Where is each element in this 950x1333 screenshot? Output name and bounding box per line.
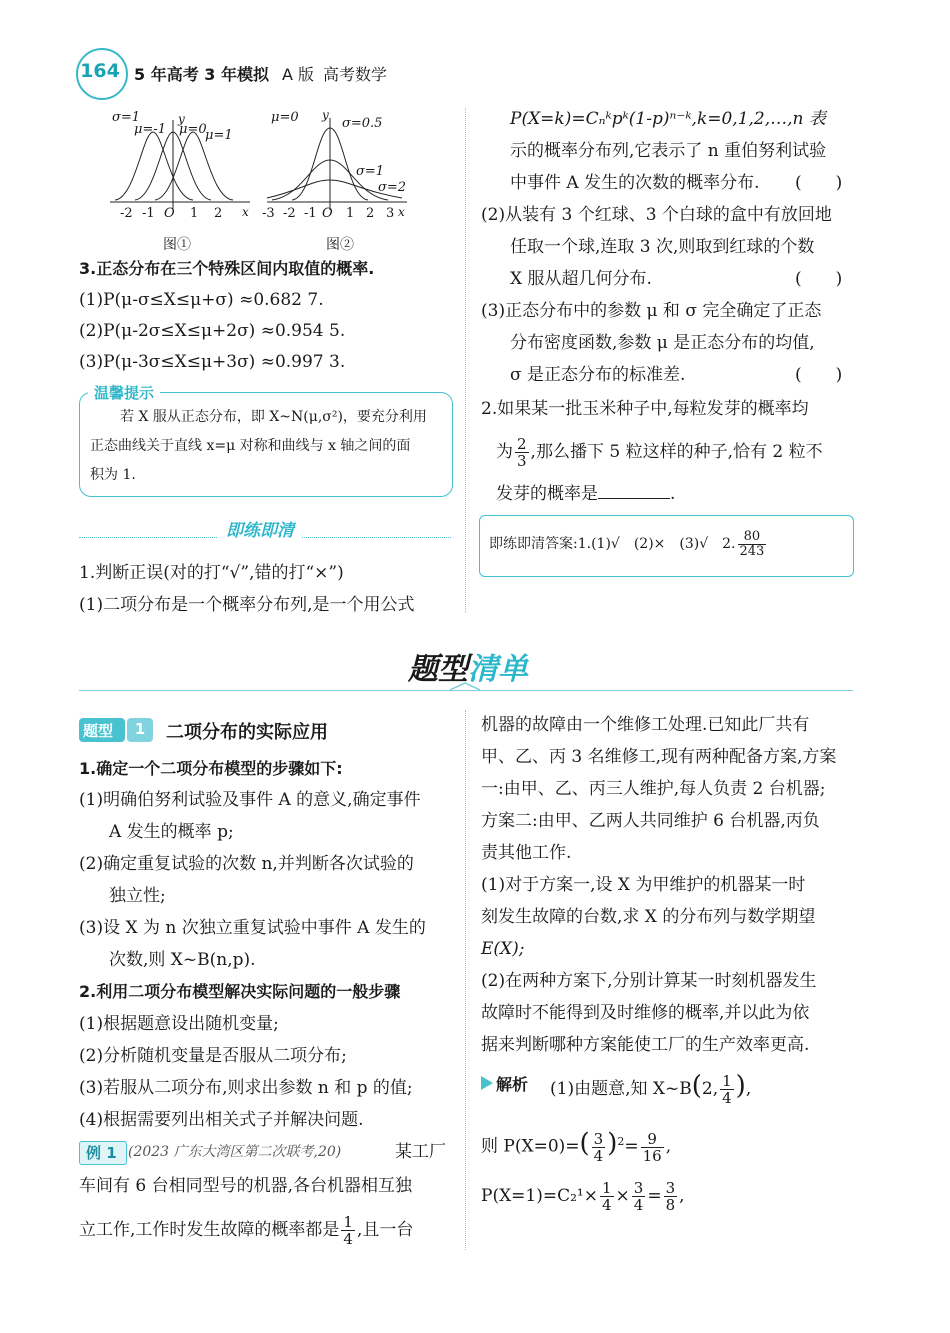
type-title: 二项分布的实际应用 [166, 722, 328, 743]
paren-right: ) [735, 1071, 746, 1101]
frac-den: 16 [642, 1146, 662, 1165]
rt-line: 任取一个球,连取 3 次,则取到红球的个数 [510, 237, 815, 257]
rt-line: 中事件 A 发生的次数的概率分布. [510, 173, 760, 193]
tip-line: 积为 1. [90, 467, 136, 483]
answer-label: 即练即清答案:1.(1)√ (2)× (3)√ 2. [489, 536, 736, 552]
fraction-two-thirds [515, 436, 529, 469]
practice-title: 即练即清 [218, 516, 302, 541]
step: A 发生的概率 p; [109, 822, 234, 842]
fig2-sigma-c: σ=2 [378, 180, 407, 195]
rt-line: P(X=k)=Cₙᵏpᵏ(1-p)ⁿ⁻ᵏ,k=0,1,2,…,n 表 [510, 109, 826, 129]
book-title: 5 年高考 3 年模拟 [134, 65, 269, 84]
step: (3)若服从二项分布,则求出参数 n 和 p 的值; [79, 1078, 413, 1098]
sol3-eq: = [647, 1186, 662, 1206]
fig1-mu-c: μ=1 [205, 128, 233, 143]
curve-mu-minus1 [115, 132, 193, 200]
fig1-y: y [178, 112, 185, 126]
rt-q2-line [496, 432, 823, 472]
fig2-sigma-b: σ=1 [356, 164, 385, 179]
solution-line-3 [481, 1174, 685, 1218]
lr-line: 责其他工作. [481, 843, 572, 863]
solution-line-2 [481, 1120, 671, 1169]
lr-line: 方案二:由甲、乙两人共同维护 6 台机器,丙负 [481, 811, 820, 831]
sol3-frac-a [600, 1180, 614, 1213]
heading1: 1.确定一个二项分布模型的步骤如下: [79, 759, 343, 778]
frac-num: 1 [343, 1213, 353, 1231]
answer-line [489, 528, 768, 560]
sol1-fraction [720, 1073, 734, 1106]
normal-interval-heading: 3.正态分布在三个特殊区间内取值的概率. [79, 259, 375, 278]
paren: ( ) [795, 269, 843, 289]
sol3-frac-b [632, 1180, 646, 1213]
subject: 高考数学 [323, 65, 388, 84]
fig1-tick: O [164, 206, 175, 221]
rt-q2-rest: ,那么播下 5 粒这样的种子,恰有 2 粒不 [530, 442, 823, 462]
rt-line: (2)从装有 3 个红球、3 个白球的盒中有放回地 [481, 205, 832, 225]
sol3-comma: , [679, 1186, 685, 1206]
fig2-sigma-a: σ=0.5 [342, 116, 383, 131]
section-title-part2: 清单 [468, 652, 528, 687]
fig2-tick: -3 [262, 206, 275, 221]
sol2-result [641, 1131, 664, 1164]
heading2: 2.利用二项分布模型解决实际问题的一般步骤 [79, 982, 401, 1001]
rt-line: 示的概率分布列,它表示了 n 重伯努利试验 [510, 141, 827, 161]
lr-line: 一:由甲、乙、丙三人维护,每人负责 2 台机器; [481, 779, 826, 799]
section-title [408, 644, 528, 688]
example-line: 车间有 6 台相同型号的机器,各台机器相互独 [79, 1176, 413, 1196]
sol1-n: 2, [701, 1079, 719, 1099]
frac-num: 1 [602, 1179, 612, 1197]
step: (1)根据题意设出随机变量; [79, 1014, 279, 1034]
fig2-tick: -1 [304, 206, 317, 221]
frac-den: 8 [665, 1196, 676, 1214]
fig2-x: x [398, 205, 405, 219]
rt-line: 2.如果某一批玉米种子中,每粒发芽的概率均 [481, 399, 809, 419]
rt-q2-blank-line [496, 482, 675, 506]
frac-num: 9 [641, 1131, 664, 1148]
frac-num: 3 [665, 1179, 676, 1197]
paren: ( ) [795, 365, 843, 385]
answer-den: 243 [739, 543, 765, 559]
fig1-label: 图① [163, 237, 191, 253]
column-divider-top [465, 108, 466, 613]
lr-line: 刻发生故障的台数,求 X 的分布列与数学期望 [481, 907, 816, 927]
frac-den: 4 [633, 1196, 644, 1214]
lr-line: 据来判断哪种方案能使工厂的生产效率更高. [481, 1035, 810, 1055]
page-number: 164 [80, 60, 120, 82]
frac-den: 3 [517, 452, 527, 470]
tip-line: 若 X 服从正态分布，即 X~N(μ,σ²)，要充分利用 [120, 409, 427, 425]
sol3-result [664, 1180, 678, 1213]
sol2-prefix: 则 P(X=0)= [481, 1136, 580, 1157]
rt-line: 分布密度函数,参数 μ 是正态分布的均值, [510, 333, 815, 353]
lr-line: (2)在两种方案下,分别计算某一时刻机器发生 [481, 971, 817, 991]
fig2-y: y [322, 108, 329, 122]
fig1-tick: 2 [214, 206, 223, 221]
rt-q2-end: . [670, 484, 676, 504]
fig2-label: 图② [326, 237, 354, 253]
fig1-tick: -2 [120, 206, 133, 221]
type-tag-num: 1 [134, 720, 146, 738]
tip-title: 温馨提示 [88, 382, 160, 403]
practice-line: 1.判断正误(对的打“√”,错的打“×”) [79, 563, 344, 583]
solution-line-1 [550, 1066, 751, 1109]
fig2-tick: -2 [283, 206, 296, 221]
answer-fraction [738, 530, 767, 559]
sol2-comma: , [665, 1136, 672, 1157]
rt-q2-prefix: 为 [496, 442, 513, 462]
fig1-tick: -1 [142, 206, 155, 221]
rt-q2-text: 发芽的概率是 [496, 484, 598, 504]
step: (2)分析随机变量是否服从二项分布; [79, 1046, 347, 1066]
frac-den: 4 [722, 1089, 732, 1107]
fig2-tick: 1 [346, 206, 355, 221]
sol2-fraction [592, 1131, 606, 1164]
paren-left: ( [579, 1128, 590, 1159]
fraction-one-quarter [341, 1214, 355, 1247]
sol3-times: × [615, 1186, 630, 1206]
fig2-tick: 2 [366, 206, 375, 221]
example-source: (2023 广东大湾区第二次联考,20) [128, 1144, 342, 1160]
frac-num: 3 [633, 1179, 644, 1197]
rt-line: σ 是正态分布的标准差. [510, 365, 686, 385]
solution-label: 解析 [496, 1075, 529, 1094]
example-line-frac [79, 1208, 413, 1252]
frac-num: 3 [593, 1129, 604, 1148]
fig1-mu-a: μ=-1 [134, 122, 167, 137]
rt-line: (3)正态分布中的参数 μ 和 σ 完全确定了正态 [481, 301, 822, 321]
example-line: 立工作,工作时发生故障的概率都是 [79, 1220, 340, 1240]
fig1-x: x [242, 205, 249, 219]
paren-right: ) [607, 1128, 618, 1159]
fig2-tick: 3 [386, 206, 395, 221]
step: 次数,则 X~B(n,p). [109, 950, 256, 970]
example-tag-label: 例 1 [86, 1144, 117, 1162]
edition: A 版 [282, 65, 315, 84]
type-tag-label: 题型 [83, 722, 114, 740]
interval-item: (1)P(μ-σ≤X≤μ+σ) ≈0.682 7. [79, 290, 324, 310]
fig1-tick: 1 [190, 206, 199, 221]
paren: ( ) [795, 173, 843, 193]
interval-item: (2)P(μ-2σ≤X≤μ+2σ) ≈0.954 5. [79, 321, 346, 341]
frac-den: 4 [602, 1196, 612, 1214]
practice-line: (1)二项分布是一个概率分布列,是一个用公式 [79, 595, 415, 615]
interval-item: (3)P(μ-3σ≤X≤μ+3σ) ≈0.997 3. [79, 352, 346, 372]
lr-line: (1)对于方案一,设 X 为甲维护的机器某一时 [481, 875, 806, 895]
lr-line: E(X); [481, 939, 525, 959]
step: 独立性; [109, 886, 166, 906]
section-title-part1: 题型 [408, 652, 468, 687]
sol3-prefix: P(X=1)=C₂¹× [481, 1186, 598, 1206]
step: (4)根据需要列出相关式子并解决问题. [79, 1110, 364, 1130]
answer-num: 80 [738, 530, 767, 545]
lr-line: 故障时不能得到及时维修的概率,并以此为依 [481, 1003, 810, 1023]
frac-num: 1 [722, 1072, 732, 1090]
answer-blank[interactable] [598, 482, 670, 499]
step: (3)设 X 为 n 次独立重复试验中事件 A 发生的 [79, 918, 426, 938]
sol2-exp: 2 [617, 1135, 625, 1148]
fig2-mu: μ=0 [271, 110, 299, 125]
paren-left: ( [691, 1071, 702, 1101]
frac-den: 4 [593, 1146, 604, 1165]
rt-line: X 服从超几何分布. [510, 269, 652, 289]
example-line: 某工厂 [395, 1142, 446, 1162]
sol2-eq: = [624, 1136, 639, 1157]
sol1-comma: , [745, 1079, 752, 1099]
sol1-text: (1)由题意,知 X~B [550, 1079, 692, 1099]
lr-line: 机器的故障由一个维修工处理.已知此厂共有 [481, 715, 810, 735]
column-divider-bottom [465, 710, 466, 1250]
example-line: ,且一台 [356, 1220, 414, 1240]
lr-line: 甲、乙、丙 3 名维修工,现有两种配备方案,方案 [481, 747, 837, 767]
fig1-sigma: σ=1 [112, 110, 141, 125]
step: (2)确定重复试验的次数 n,并判断各次试验的 [79, 854, 414, 874]
frac-den: 4 [343, 1230, 353, 1248]
frac-num: 2 [517, 435, 527, 453]
step: (1)明确伯努利试验及事件 A 的意义,确定事件 [79, 790, 421, 810]
fig1-mu-b: μ=0 [179, 122, 207, 137]
tip-line: 正态曲线关于直线 x=μ 对称和曲线与 x 轴之间的面 [90, 438, 411, 454]
fig2-tick: O [322, 206, 333, 221]
solution-arrow-icon [481, 1076, 493, 1090]
